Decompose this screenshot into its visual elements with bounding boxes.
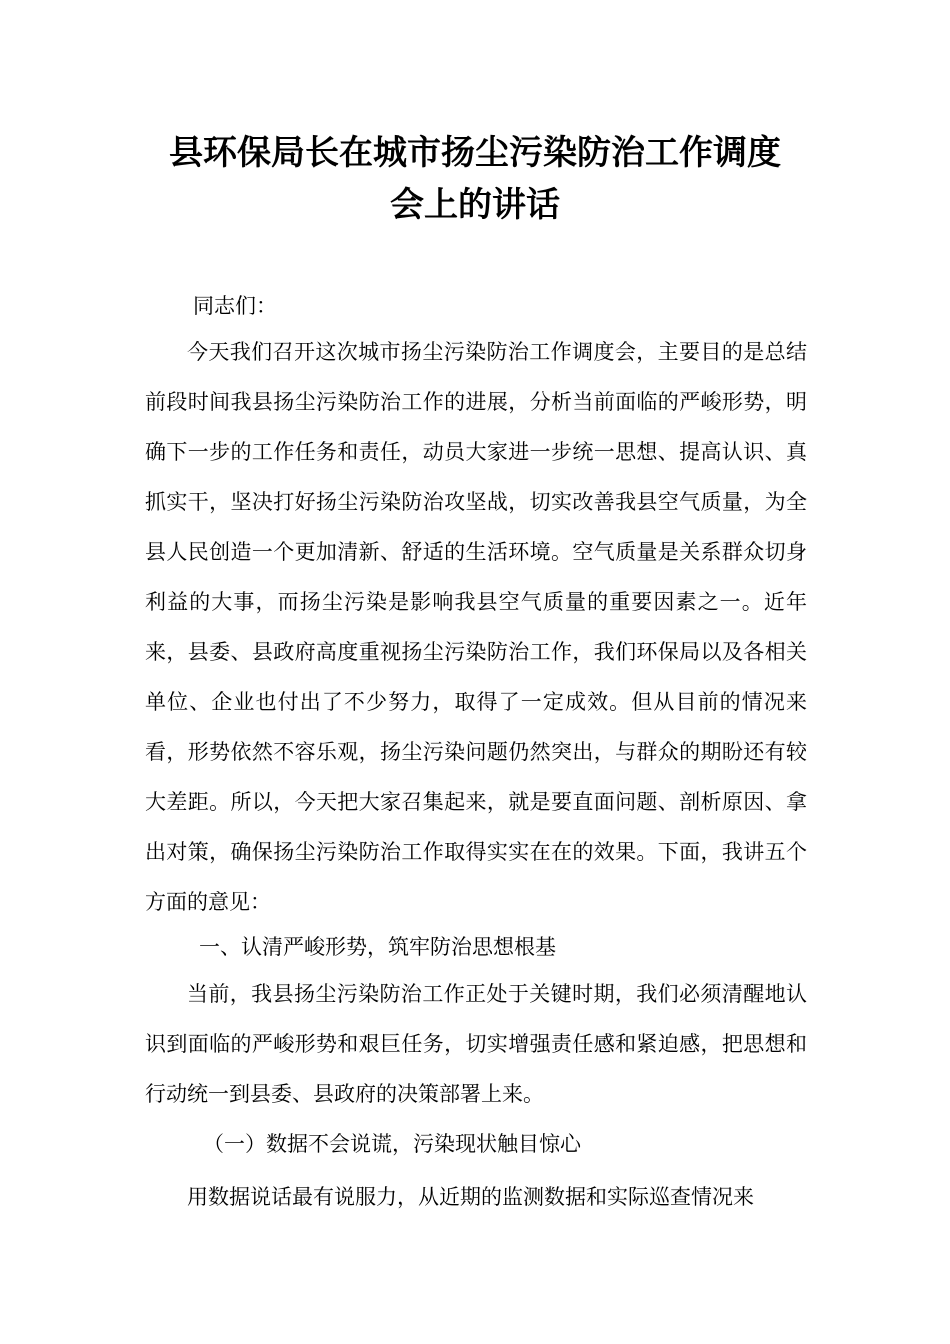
section-heading-1: 一、认清严峻形势，筑牢防治思想根基 xyxy=(199,935,556,959)
subsection1-paragraph: 用数据说话最有说服力，从近期的监测数据和实际巡查情况来 xyxy=(187,1185,754,1209)
intro-paragraph: 今天我们召开这次城市扬尘污染防治工作调度会，主要目的是总结前段时间我县扬尘污染防治工作的进展，分析当前面临的严峻形势，明确下一步的工作任务和责任，动员大家进一步统一思想、提高认识、真抓实干，坚决打好扬尘污染防治攻坚战，切实改善我县空气质量，为全县人民创造一个更加清新、舒适的生活环境。空气质量是关系群众切身利益的大事，而扬尘污染是影响我县空气质量的重要因素之一。近年来，县委、县政府高度重视扬尘污染防治工作，我们环保局以及各相关单位、企业也付出了不少努力，取得了一定成效。但从目前的情况来看，形势依然不容乐观，扬尘污染问题仍然突出，与群众的期盼还有较大差距。所以，今天把大家召集起来，就是要直面问题、剖析原因、拿出对策，确保扬尘污染防治工作取得实实在在的效果。下面，我讲五个方面的意见： xyxy=(145,340,807,914)
subsection-heading-1: （一）数据不会说谎，污染现状触目惊心 xyxy=(203,1132,581,1156)
document-title-line1: 县环保局长在城市扬尘污染防治工作调度 xyxy=(169,133,781,173)
document-title-line2: 会上的讲话 xyxy=(390,185,560,225)
salutation: 同志们： xyxy=(193,294,277,318)
section1-paragraph: 当前，我县扬尘污染防治工作正处于关键时期，我们必须清醒地认识到面临的严峻形势和艰巨任务，切实增强责任感和紧迫感，把思想和行动统一到县委、县政府的决策部署上来。 xyxy=(145,982,807,1106)
